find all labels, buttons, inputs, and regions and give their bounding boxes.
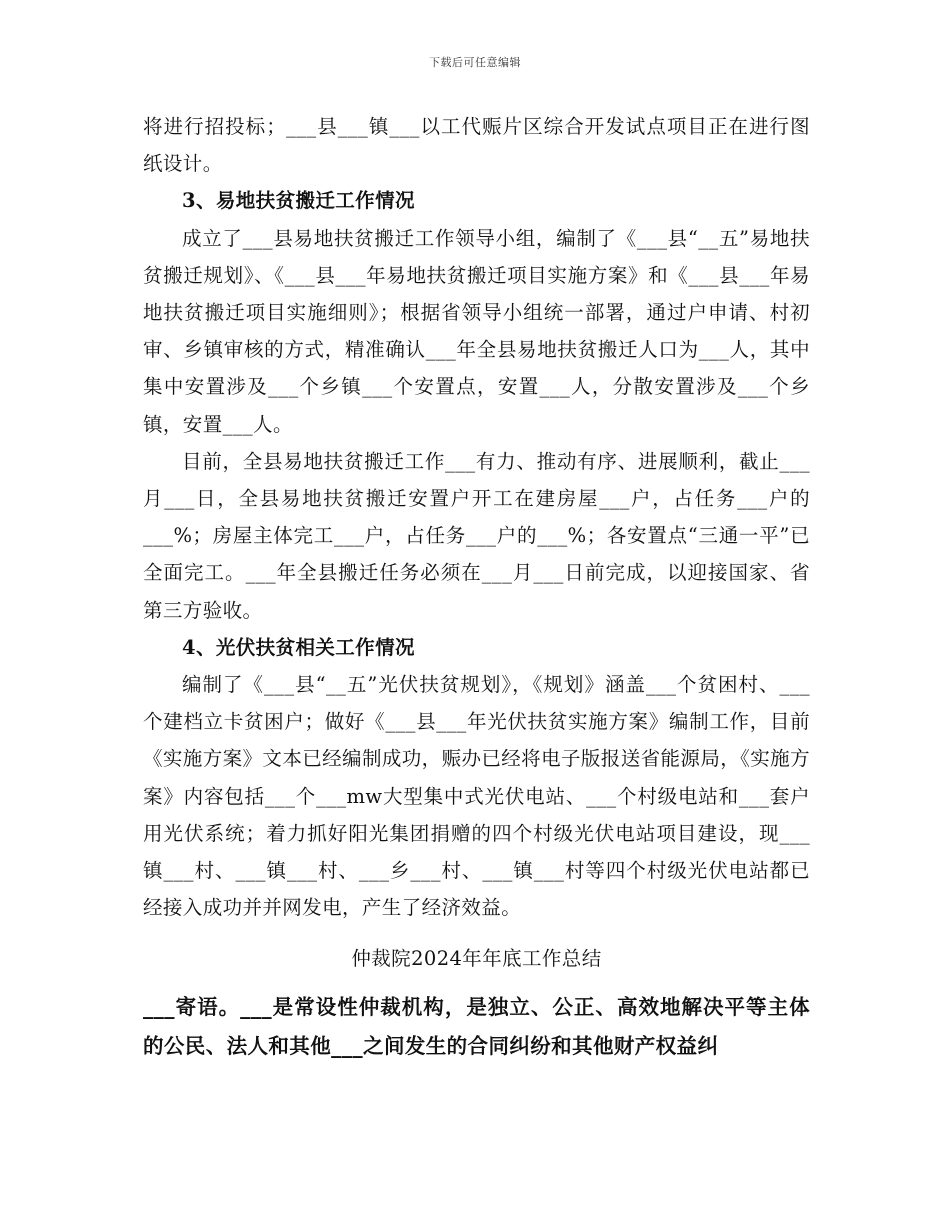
document-body	[143, 108, 810, 1066]
paragraph-relocation-setup: 成立了___县易地扶贫搬迁工作领导小组，编制了《___县“__五”易地扶贫搬迁规划》、《___县___年易地扶贫搬迁项目实施方案》和《___县___年易地扶贫搬迁项目实施细则》；根据省领导小组统一部署，通过户申请、村初审、乡镇审核的方式，精准确认___年全县易地扶贫搬迁人口为___人，其中集中安置涉及___个乡镇___个安置点，安置___人，分散安置涉及___个乡镇，安置___人。	[143, 226, 810, 436]
page-header: 下载后可任意编辑	[429, 56, 521, 69]
section-heading-relocation: 3、易地扶贫搬迁工作情况	[182, 189, 415, 213]
paragraph-solar: 编制了《___县“__五”光伏扶贫规划》，《规划》涵盖___个贫困村、___个建档立卡贫困户；做好《___县___年光伏扶贫实施方案》编制工作，目前《实施方案》文本已经编制成功，赈办已经将电子版报送省能源局，《实施方案》内容包括___个___mw大型集中式光伏电站、___个村级电站和___套户用光伏系统；着力抓好阳光集团捐赠的四个村级光伏电站项目建设，现___镇___村、___镇___村、___乡___村、___镇___村等四个村级光伏电站都已经接入成功并并网发电，产生了经济效益。	[143, 673, 810, 920]
paragraph-arbitration-intro: ___寄语。___是常设性仲裁机构，是独立、公正、高效地解决平等主体的公民、法人和其他___之间发生的合同纠纷和其他财产权益纠	[143, 994, 810, 1058]
paragraph-relocation-progress: 目前，全县易地扶贫搬迁工作___有力、推动有序、进展顺利，截止___月___日，全县易地扶贫搬迁安置户开工在建房屋___户，占任务___户的___%；房屋主体完工___户，占任务___户的___%；各安置点“三通一平”已全面完工。___年全县搬迁任务必须在___月___日前完成，以迎接国家、省第三方验收。	[143, 449, 810, 622]
section-heading-solar: 4、光伏扶贫相关工作情况	[182, 635, 415, 659]
paragraph-continuation: 将进行招投标；___县___镇___以工代赈片区综合开发试点项目正在进行图纸设计。	[143, 115, 810, 176]
document-title: 仲裁院2024年年底工作总结	[351, 947, 602, 971]
